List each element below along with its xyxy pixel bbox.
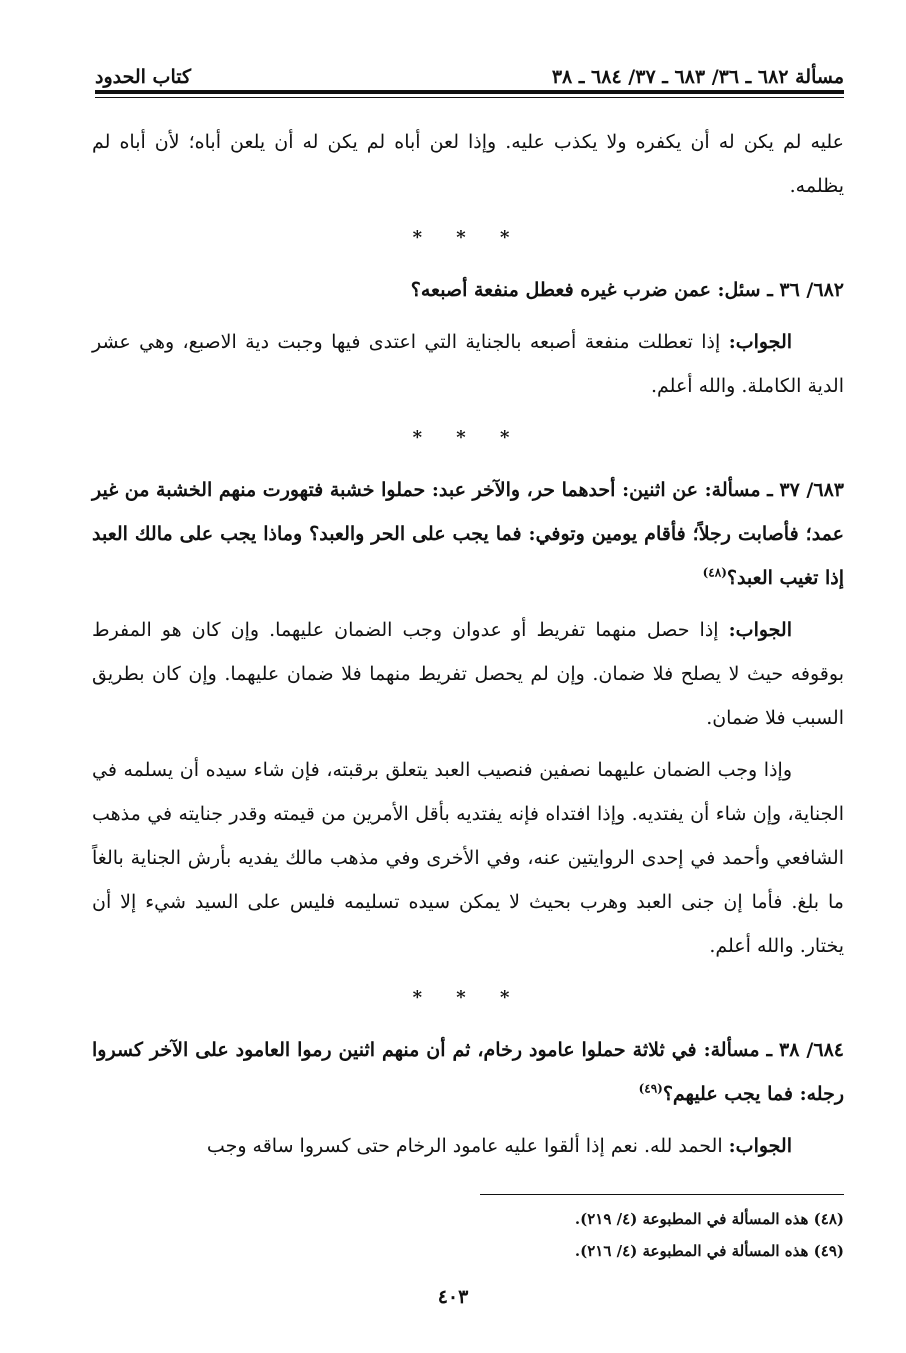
section-separator: * * * bbox=[412, 427, 524, 448]
answer-label: الجواب: bbox=[728, 1135, 792, 1157]
answer-683-continued: وإذا وجب الضمان عليهما نصفين فنصيب العبد يتعلق برقبته، فإن شاء سيده أن يسلمه في الجناية، وإن شاء أن يفتديه. وإذا افتداه فإنه يفتديه بأقل الأمرين من قيمته وقدر جنايته في مذهب الشافعي وأحمد في إحدى الروايتين عنه، وفي الأخرى وفي مذهب مالك يفديه بأرش الجناية بالغاً ما بلغ. فأما إن جنى العبد وهرب بحيث لا يمكن سيده تسليمه فليس على السيد شيء إلا أن يختار. والله أعلم. bbox=[92, 759, 844, 957]
question-682: ٦٨٢/ ٣٦ ـ سئل: عمن ضرب غيره فعطل منفعة أصبعه؟ bbox=[410, 279, 844, 301]
question-text: ٦٨٣/ ٣٧ ـ مسألة: عن اثنين: أحدهما حر، والآخر عبد: حملوا خشبة فتهورت منهم الخشبة من غير عمد؛ فأصابت رجلاً؛ فأقام يومين وتوفي: فما يجب على الحر والعبد؟ وماذا يجب على مالك العبد إذا تغيب العبد؟ bbox=[92, 479, 844, 589]
section-separator: * * * bbox=[412, 987, 524, 1008]
footnotes bbox=[92, 1203, 844, 1267]
answer-683 bbox=[92, 608, 844, 740]
page-number: ٤٠٣ bbox=[437, 1286, 469, 1308]
section-separator: * * * bbox=[412, 227, 524, 248]
answer-682 bbox=[92, 320, 844, 408]
header-rule-thin bbox=[95, 97, 844, 98]
running-title: مسألة ٦٨٢ ـ ٣٦/ ٦٨٣ ـ ٣٧/ ٦٨٤ ـ ٣٨ bbox=[551, 66, 844, 88]
book-title: كتاب الحدود bbox=[95, 66, 192, 88]
header-rule-thick bbox=[95, 90, 844, 94]
footnote-ref: (٤٨) bbox=[702, 565, 727, 580]
answer-684 bbox=[92, 1124, 844, 1168]
page-header bbox=[95, 52, 844, 88]
footnote-rule bbox=[480, 1194, 844, 1195]
continued-paragraph: عليه لم يكن له أن يكفره ولا يكذب عليه. وإذا لعن أباه لم يكن له أن يلعن أباه؛ لأن أباه لم يظلمه. bbox=[92, 131, 844, 197]
footnote-ref: (٤٩) bbox=[638, 1081, 663, 1096]
footnote-48: (٤٨) هذه المسألة في المطبوعة (٤/ ٢١٩). bbox=[574, 1210, 844, 1228]
question-683 bbox=[92, 468, 844, 600]
question-text: ٦٨٤/ ٣٨ ـ مسألة: في ثلاثة حملوا عامود رخام، ثم أن منهم اثنين رموا العامود على الآخر كسروا رجله: فما يجب عليهم؟ bbox=[92, 1039, 844, 1105]
footnote-49: (٤٩) هذه المسألة في المطبوعة (٤/ ٢١٦). bbox=[574, 1242, 844, 1260]
answer-label: الجواب: bbox=[728, 619, 792, 641]
page-body bbox=[92, 120, 844, 1176]
question-684 bbox=[92, 1028, 844, 1116]
answer-text: إذا حصل منهما تفريط أو عدوان وجب الضمان عليهما. وإن كان هو المفرط بوقوفه حيث لا يصلح فلا ضمان. وإن لم يحصل تفريط منهما فلا ضمان عليهما. وإن كان بطريق السبب فلا ضمان. bbox=[92, 619, 844, 729]
answer-text: الحمد لله. نعم إذا ألقوا عليه عامود الرخام حتى كسروا ساقه وجب bbox=[206, 1135, 723, 1157]
answer-label: الجواب: bbox=[728, 331, 793, 353]
answer-text: إذا تعطلت منفعة أصبعه بالجناية التي اعتدى فيها وجبت دية الاصبع، وهي عشر الدية الكاملة. والله أعلم. bbox=[92, 331, 844, 397]
